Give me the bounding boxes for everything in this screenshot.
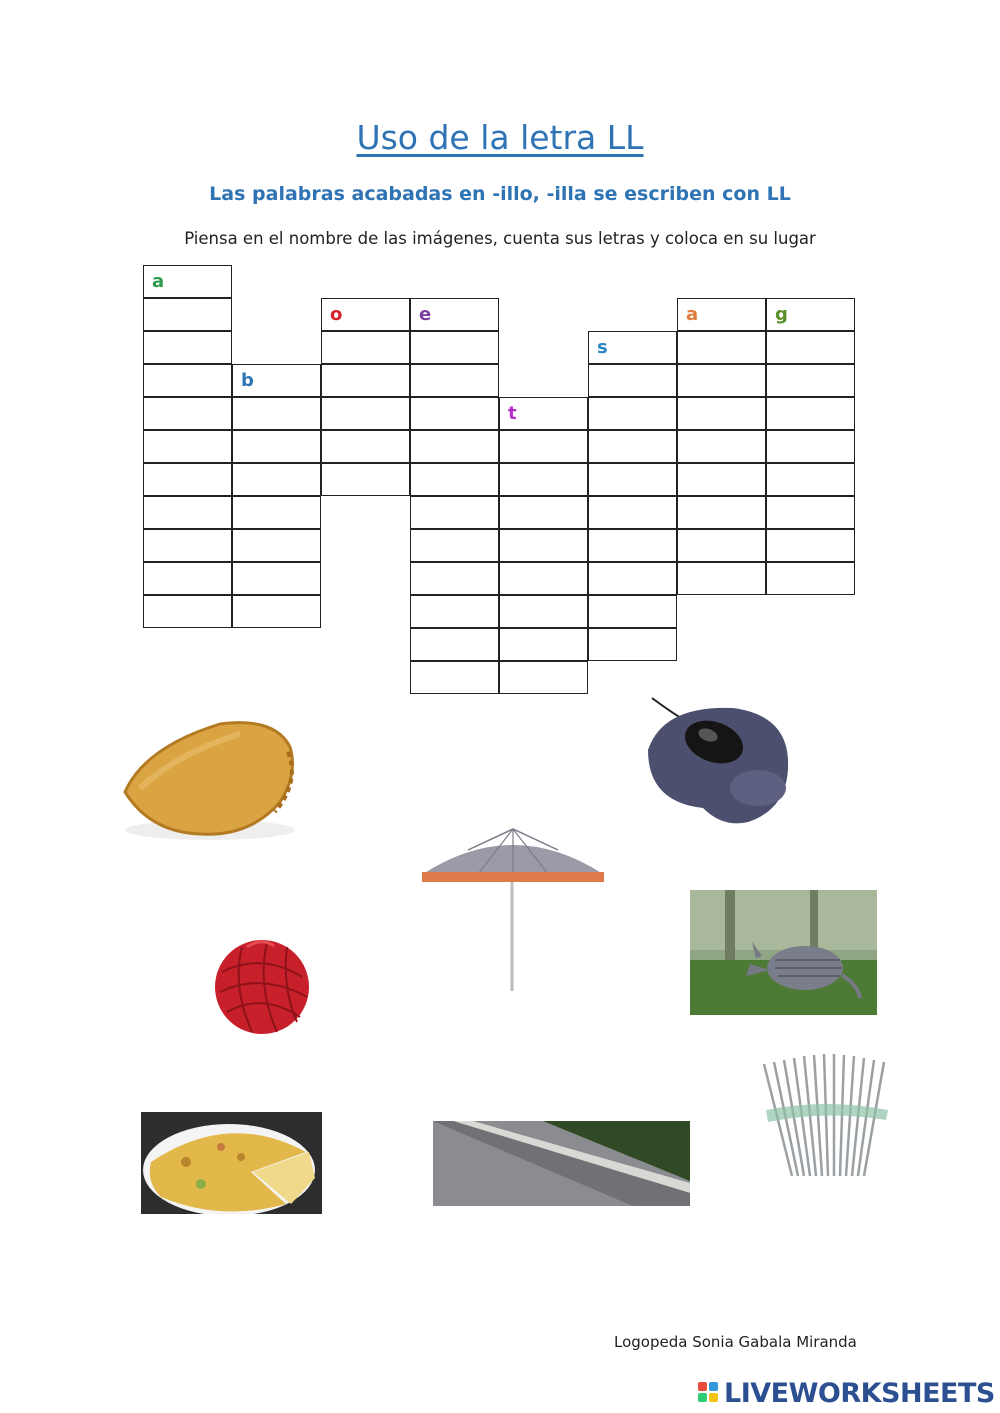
clue-letter: b [241, 370, 254, 391]
crossword-cell[interactable] [677, 463, 766, 496]
crossword-grid [0, 0, 1000, 700]
crossword-cell[interactable] [232, 463, 321, 496]
crossword-cell[interactable] [588, 529, 677, 562]
clue-letter: t [508, 403, 517, 424]
crossword-cell[interactable] [321, 397, 410, 430]
crossword-cell[interactable] [143, 595, 232, 628]
crossword-cell[interactable] [588, 331, 677, 364]
crossword-cell[interactable] [499, 397, 588, 430]
crossword-cell[interactable] [499, 496, 588, 529]
crossword-cell[interactable] [766, 298, 855, 331]
clue-letter: o [330, 304, 343, 325]
crossword-cell[interactable] [588, 562, 677, 595]
crossword-cell[interactable] [766, 331, 855, 364]
crossword-cell[interactable] [232, 496, 321, 529]
crossword-cell[interactable] [588, 364, 677, 397]
crossword-cell[interactable] [143, 331, 232, 364]
empanadilla-image [110, 712, 300, 844]
crossword-cell[interactable] [410, 331, 499, 364]
crossword-cell[interactable] [588, 628, 677, 661]
clue-letter: g [775, 304, 788, 325]
crossword-cell[interactable] [410, 595, 499, 628]
crossword-cell[interactable] [677, 430, 766, 463]
crossword-cell[interactable] [766, 397, 855, 430]
crossword-cell[interactable] [232, 595, 321, 628]
armadillo-image [690, 890, 877, 1015]
crossword-cell[interactable] [410, 529, 499, 562]
clue-letter: a [152, 271, 165, 292]
clue-letter: s [597, 337, 608, 358]
author-credit: Logopeda Sonia Gabala Miranda [614, 1333, 857, 1351]
crossword-cell[interactable] [766, 562, 855, 595]
crossword-cell[interactable] [232, 364, 321, 397]
crossword-cell[interactable] [143, 364, 232, 397]
crossword-cell[interactable] [588, 595, 677, 628]
instructions-text: Piensa en el nombre de las imágenes, cuenta sus letras y coloca en su lugar [184, 229, 816, 248]
crossword-cell[interactable] [410, 496, 499, 529]
crossword-cell[interactable] [588, 397, 677, 430]
crossword-cell[interactable] [410, 661, 499, 694]
crossword-cell[interactable] [321, 298, 410, 331]
crossword-cell[interactable] [321, 331, 410, 364]
crossword-cell[interactable] [588, 430, 677, 463]
crossword-cell[interactable] [410, 562, 499, 595]
crossword-cell[interactable] [677, 298, 766, 331]
logo-text: LIVEWORKSHEETS [724, 1377, 995, 1409]
crossword-cell[interactable] [499, 661, 588, 694]
crossword-cell[interactable] [410, 364, 499, 397]
crossword-cell[interactable] [232, 397, 321, 430]
ganchillo-image [756, 1050, 896, 1182]
crossword-cell[interactable] [766, 496, 855, 529]
crossword-cell[interactable] [766, 430, 855, 463]
crossword-cell[interactable] [766, 463, 855, 496]
crossword-cell[interactable] [499, 529, 588, 562]
crossword-cell[interactable] [499, 628, 588, 661]
clue-letter: e [419, 304, 432, 325]
tortilla-image [141, 1112, 322, 1214]
crossword-cell[interactable] [143, 562, 232, 595]
crossword-cell[interactable] [143, 430, 232, 463]
crossword-cell[interactable] [588, 496, 677, 529]
crossword-cell[interactable] [766, 364, 855, 397]
crossword-cell[interactable] [143, 496, 232, 529]
crossword-cell[interactable] [499, 595, 588, 628]
crossword-cell[interactable] [321, 430, 410, 463]
crossword-cell[interactable] [499, 562, 588, 595]
crossword-cell[interactable] [321, 463, 410, 496]
crossword-cell[interactable] [410, 298, 499, 331]
crossword-cell[interactable] [232, 529, 321, 562]
page-subtitle: Las palabras acabadas en -illo, -illa se escriben con LL [209, 183, 791, 205]
page-title: Uso de la letra LL [356, 118, 644, 157]
crossword-cell[interactable] [143, 298, 232, 331]
crossword-cell[interactable] [677, 562, 766, 595]
crossword-cell[interactable] [677, 397, 766, 430]
crossword-cell[interactable] [499, 430, 588, 463]
crossword-cell[interactable] [677, 529, 766, 562]
crossword-cell[interactable] [410, 628, 499, 661]
crossword-cell[interactable] [143, 397, 232, 430]
crossword-cell[interactable] [143, 265, 232, 298]
liveworksheets-logo [698, 1376, 995, 1410]
crossword-cell[interactable] [410, 430, 499, 463]
bordillo-image [433, 1121, 690, 1206]
ovillo-image [212, 932, 314, 1040]
crossword-cell[interactable] [143, 529, 232, 562]
crossword-cell[interactable] [499, 463, 588, 496]
crossword-cell[interactable] [232, 430, 321, 463]
crossword-cell[interactable] [410, 463, 499, 496]
crossword-cell[interactable] [410, 397, 499, 430]
crossword-cell[interactable] [677, 496, 766, 529]
crossword-cell[interactable] [588, 463, 677, 496]
sombrilla-image [418, 826, 608, 994]
clue-letter: a [686, 304, 699, 325]
crossword-cell[interactable] [677, 364, 766, 397]
crossword-cell[interactable] [677, 331, 766, 364]
alfombrilla-image [628, 690, 800, 830]
crossword-cell[interactable] [232, 562, 321, 595]
logo-mark-icon [698, 1382, 720, 1404]
crossword-cell[interactable] [766, 529, 855, 562]
crossword-cell[interactable] [321, 364, 410, 397]
crossword-cell[interactable] [143, 463, 232, 496]
